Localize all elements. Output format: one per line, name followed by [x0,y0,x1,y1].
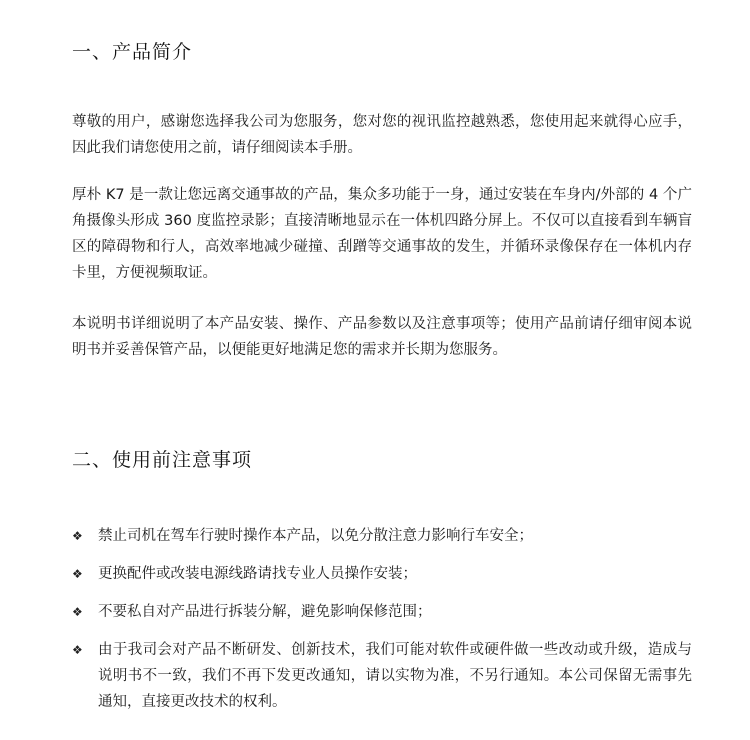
precaution-item [72,599,692,625]
precaution-text: 禁止司机在驾车行驶时操作本产品，以免分散注意力影响行车安全； [98,528,533,544]
section-heading-precautions: 二、使用前注意事项 [72,449,253,471]
intro-paragraph-product-description: 厚朴 K7 是一款让您远离交通事故的产品，集众多功能于一身，通过安装在车身内/外部的 4 个广角摄像头形成 360 度监控录影；直接清晰地显示在一体机四路分屏上。不仅可以直接看到车辆盲区的障碍物和行人，高效率地减少碰撞、刮蹭等交通事故的发生，并循环录像保存在一体机内存卡里，方便视频取证。 [72,187,692,281]
diamond-bullet-icon: ❖ [72,605,83,619]
precaution-item [72,523,692,549]
section-heading-product-intro: 一、产品简介 [72,41,193,63]
precaution-text: 由于我司会对产品不断研发、创新技术，我们可能对软件或硬件做一些改动或升级，造成与说明书不一致，我们不再下发更改通知，请以实物为准，不另行通知。本公司保留无需事先通知，直接更改技术的权利。 [98,642,692,710]
precautions-list [72,523,692,727]
precaution-text: 不要私自对产品进行拆装分解，避免影响保修范围； [98,604,432,620]
precaution-text: 更换配件或改装电源线路请找专业人员操作安装； [98,566,417,582]
diamond-bullet-icon: ❖ [72,529,83,543]
diamond-bullet-icon: ❖ [72,567,83,581]
diamond-bullet-icon: ❖ [72,643,83,657]
precaution-item [72,637,692,715]
precaution-item [72,561,692,587]
intro-paragraph-manual-scope: 本说明书详细说明了本产品安装、操作、产品参数以及注意事项等；使用产品前请仔细审阅本说明书并妥善保管产品，以便能更好地满足您的需求并长期为您服务。 [72,316,692,358]
intro-paragraph-greeting: 尊敬的用户，感谢您选择我公司为您服务，您对您的视讯监控越熟悉，您使用起来就得心应手，因此我们请您使用之前，请仔细阅读本手册。 [72,114,692,156]
